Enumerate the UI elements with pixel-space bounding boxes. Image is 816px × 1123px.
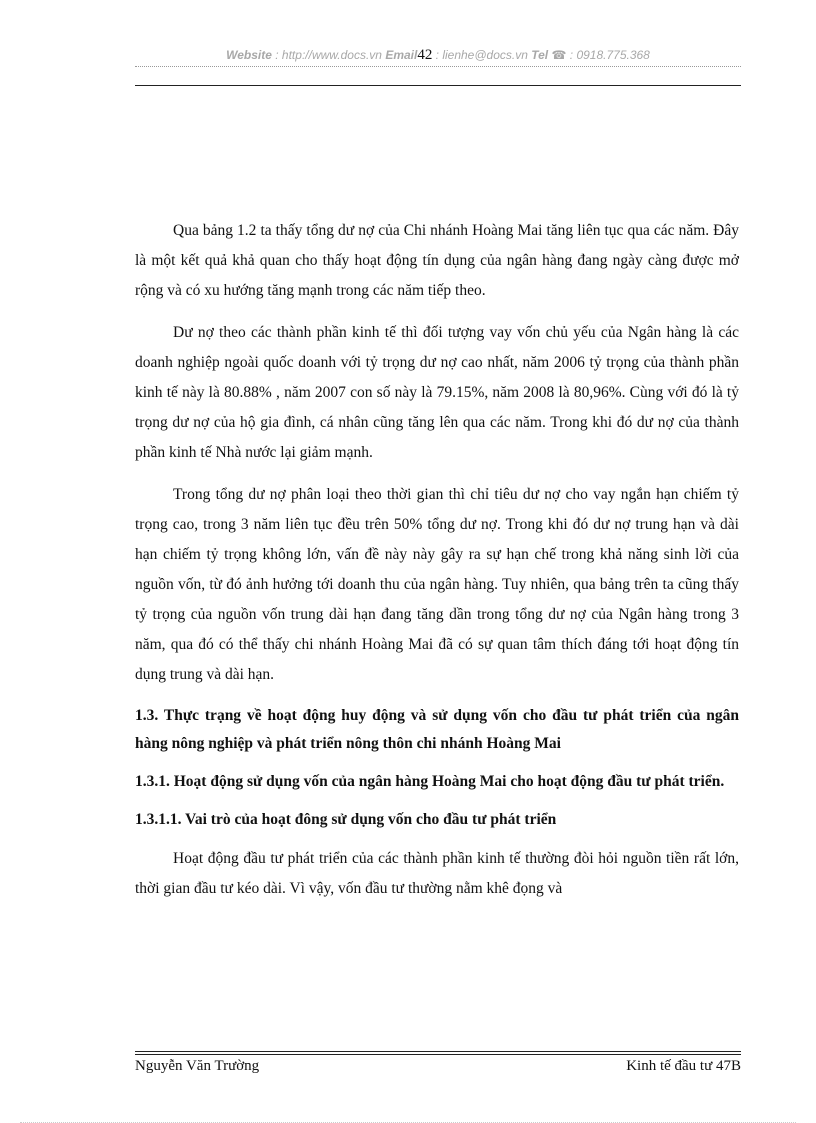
footer-class: Kinh tế đầu tư 47B [626, 1058, 741, 1074]
tel-label: Tel [531, 48, 549, 62]
page-number: 42 [417, 47, 433, 63]
website-value: : http://www.docs.vn [271, 48, 386, 62]
website-label: Website [226, 48, 272, 62]
phone-icon: ☎ [551, 48, 567, 62]
page-header [135, 47, 741, 65]
footer-author: Nguyễn Văn Trường [135, 1058, 260, 1074]
tel-value: : 0918.775.368 [566, 48, 650, 62]
header-divider [135, 85, 741, 86]
header-dotted-divider [135, 66, 741, 67]
section-heading-1-3-1-1: 1.3.1.1. Vai trò của hoạt đông sử dụng vốn cho đầu tư phát triển [135, 811, 557, 828]
section-heading-1-3-1: 1.3.1. Hoạt động sử dụng vốn của ngân hàng Hoàng Mai cho hoạt động đầu tư phát triển. [135, 773, 725, 790]
body-paragraph-3: Trong tổng dư nợ phân loại theo thời gian thì chỉ tiêu dư nợ cho vay ngắn hạn chiếm tỷ trọng cao, trong 3 năm liên tục đều trên 50% tổng dư nợ. Trong khi đó dư nợ trung hạn và dài hạn chiếm tỷ trọng không lớn, vấn đề này này gây ra sự hạn chế trong khả năng sinh lời của nguồn vốn, từ đó ảnh hưởng tới doanh thu của ngân hàng. Tuy nhiên, qua bảng trên ta cũng thấy tỷ trọng của nguồn vốn trung dài hạn đang tăng dần trong tổng dư nợ của Ngân hàng trong 3 năm, qua đó có thể thấy chi nhánh Hoàng Mai đã có sự quan tâm thích đáng tới hoạt động tín dụng trung và dài hạn. [135, 486, 739, 683]
body-paragraph-4: Hoạt động đầu tư phát triển của các thành phần kinh tế thường đòi hỏi nguồn tiền rất lớn, thời gian đầu tư kéo dài. Vì vậy, vốn đầu tư thường nằm khê đọng và [135, 850, 739, 897]
body-paragraph-2: Dư nợ theo các thành phần kinh tế thì đối tượng vay vốn chủ yếu của Ngân hàng là các doanh nghiệp ngoài quốc doanh với tỷ trọng dư nợ cao nhất, năm 2006 tỷ trọng của thành phần kinh tế này là 80.88% , năm 2007 con số này là 79.15%, năm 2008 là 80,96%. Cùng với đó là tỷ trọng dư nợ của hộ gia đình, cá nhân cũng tăng lên qua các năm. Trong khi đó dư nợ của thành phần kinh tế Nhà nước lại giảm mạnh. [135, 324, 739, 461]
body-paragraph-1: Qua bảng 1.2 ta thấy tổng dư nợ của Chi nhánh Hoàng Mai tăng liên tục qua các năm. Đây là một kết quả khả quan cho thấy hoạt động tín dụng của ngân hàng đang ngày càng được mở rộng và có xu hướng tăng mạnh trong các năm tiếp theo. [135, 222, 739, 299]
footer-divider-bottom [135, 1054, 741, 1055]
email-label: Email [385, 48, 418, 62]
email-value: : lienhe@docs.vn [432, 48, 532, 62]
footer-divider-top [135, 1051, 741, 1052]
section-heading-1-3: 1.3. Thực trạng về hoạt động huy động và sử dụng vốn cho đầu tư phát triển của ngân hàng nông nghiệp và phát triển nông thôn chi nhánh Hoàng Mai [135, 707, 739, 752]
page-body [135, 216, 739, 916]
